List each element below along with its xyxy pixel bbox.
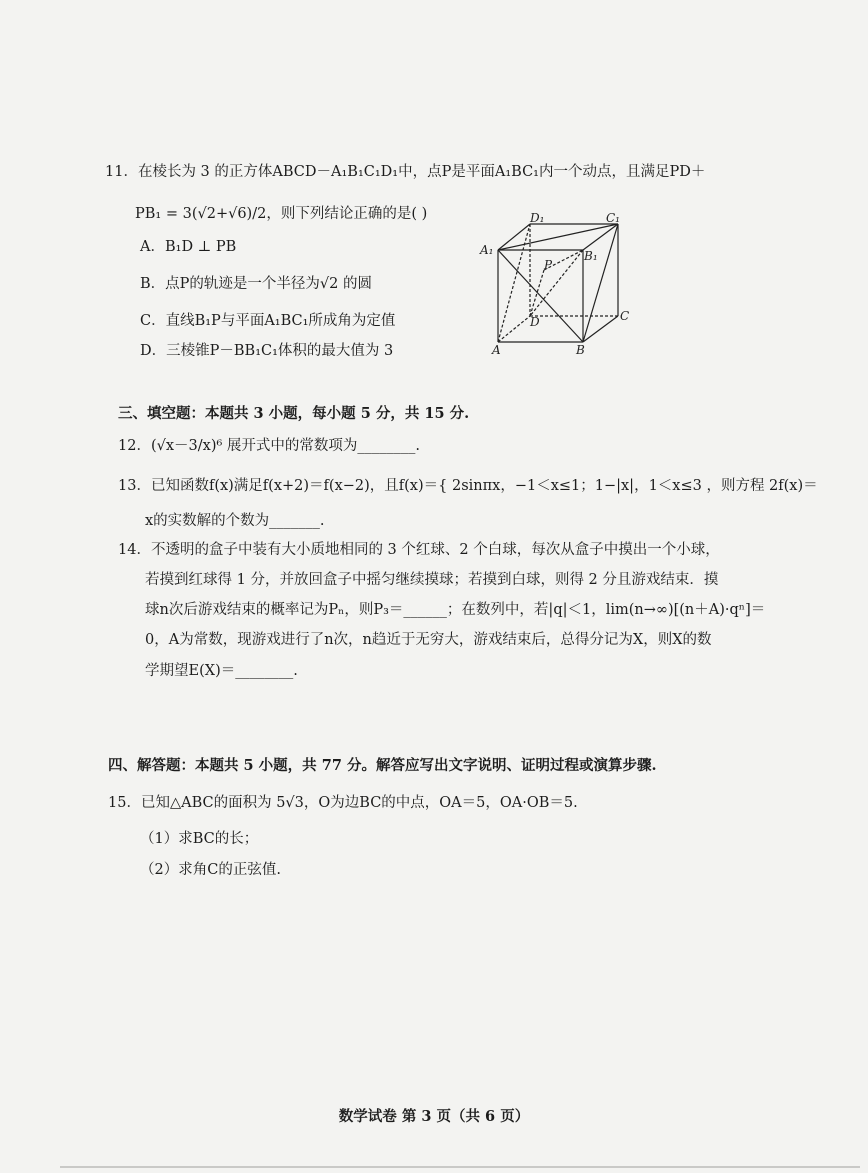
section3-heading: 三、填空题：本题共 3 小题，每小题 5 分，共 15 分. (118, 405, 470, 422)
label-p: P (544, 258, 553, 272)
page-footer: 数学试卷 第 3 页（共 6 页） (338, 1108, 530, 1125)
section4-heading: 四、解答题：本题共 5 小题，共 77 分。解答应写出文字说明、证明过程或演算步骤. (108, 757, 657, 774)
q11-option-a: A．B₁D ⊥ PB (140, 239, 237, 255)
page-edge-divider (60, 1166, 860, 1168)
q11-option-c: C．直线B₁P与平面A₁BC₁所成角为定值 (140, 313, 396, 329)
q14-line3: 球n次后游戏结束的概率记为Pₙ，则P₃＝______；在数列中，若|q|＜1，lim(n→∞)[(n＋A)·qⁿ]＝ (145, 602, 766, 618)
q13-line2: x的实数解的个数为_______. (145, 513, 325, 529)
label-d: D (530, 315, 540, 329)
q12: 12．(√x－3/x)⁶ 展开式中的常数项为________. (118, 438, 420, 454)
label-b: B (576, 343, 585, 357)
q14-line5: 学期望E(X)＝________. (145, 663, 298, 679)
label-a1: A₁ (480, 243, 494, 257)
q11-line2: PB₁ = 3(√2+√6)/2，则下列结论正确的是( ) (135, 206, 428, 222)
q13-line1: 13．已知函数f(x)满足f(x+2)＝f(x−2)，且f(x)＝{ 2sinπx，−1＜x≤1；1−|x|，1＜x≤3 ，则方程 2f(x)＝ (118, 478, 818, 494)
q11-option-d: D．三棱锥P－BB₁C₁体积的最大值为 3 (140, 343, 394, 359)
q11-line1: 11．在棱长为 3 的正方体ABCD－A₁B₁C₁D₁中，点P是平面A₁BC₁内一个动点，且满足PD＋ (105, 164, 706, 180)
q14-line4: 0，A为常数，现游戏进行了n次，n趋近于无穷大，游戏结束后，总得分记为X，则X的数 (145, 632, 712, 648)
cube-figure (478, 212, 638, 357)
q11-option-b: B．点P的轨迹是一个半径为√2 的圆 (140, 276, 372, 292)
q15-sub1: （1）求BC的长； (140, 831, 259, 847)
label-b1: B₁ (584, 249, 598, 263)
label-d1: D₁ (530, 212, 545, 225)
q14-line2: 若摸到红球得 1 分，并放回盒子中摇匀继续摸球；若摸到白球，则得 2 分且游戏结束．摸 (145, 572, 719, 588)
label-a: A (492, 343, 501, 357)
label-c: C (620, 309, 630, 323)
q14-line1: 14．不透明的盒子中装有大小质地相同的 3 个红球、2 个白球，每次从盒子中摸出一个小球， (118, 542, 720, 558)
label-c1: C₁ (606, 212, 620, 225)
q15-sub2: （2）求角C的正弦值. (140, 862, 281, 878)
q15-line1: 15．已知△ABC的面积为 5√3，O为边BC的中点，OA＝5，OA·OB＝5. (108, 795, 578, 811)
